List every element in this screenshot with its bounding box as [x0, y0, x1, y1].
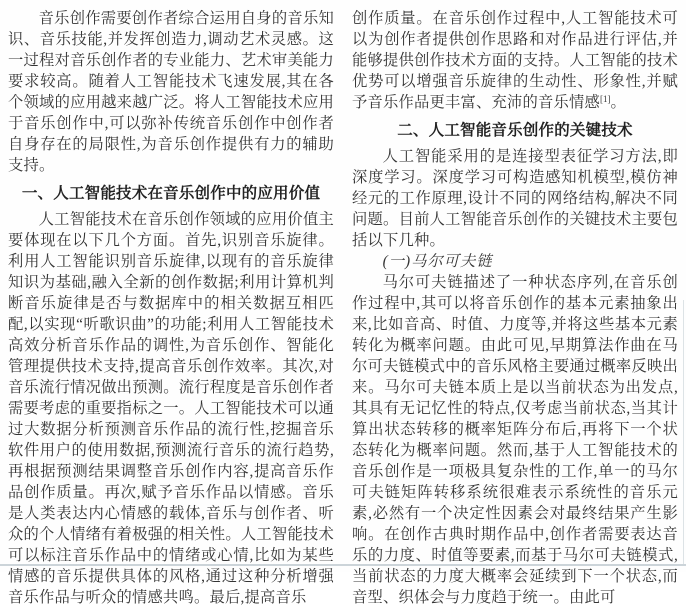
- continuation-text: 创作质量。在音乐创作过程中,人工智能技术可以为创作者提供创作思路和对作品进行评估,并能够提供创作技术方面的支持。人工智能的技术优势可以增强音乐旋律的生动性、形象性,并赋予音乐作品更丰富、充沛的音乐情感: [352, 10, 678, 111]
- left-column: [8, 8, 334, 608]
- continuation-paragraph: [352, 8, 678, 113]
- markov-chain-paragraph: 马尔可夫链描述了一种状态序列,在音乐创作过程中,其可以将音乐创作的基本元素抽象出来,比如音高、时值、力度等,并将这些基本元素转化为概率问题。由此可见,早期算法作曲在马尔可夫链模式中的音乐风格主要通过概率反映出来。马尔可夫链本质上是以当前状态为出发点,其具有无记忆性的特点,仅考虑当前状态,当其计算出状态转移的概率矩阵分布后,再将下一个状态转化为概率问题。然而,基于人工智能技术的音乐创作是一项极具复杂性的工作,单一的马尔可夫链矩阵转移系统很难表示系统性的音乐元素,必然有一个决定性因素会对最终结果产生影响。在创作古典时期作品中,创作者需要表达音乐的力度、时值等要素,而基于马尔可夫链模式,当前状态的力度大概率会延续到下一个状态,而音型、织体会与力度趋于统一。由此可: [352, 274, 678, 606]
- application-value-paragraph: 人工智能技术在音乐创作领域的应用价值主要体现在以下几个方面。首先,识别音乐旋律。利用人工智能识别音乐旋律,以现有的音乐旋律知识为基础,融入全新的创作数据;利用计算机判断音乐旋律是否与数据库中的相关数据互相匹配,以实现“听歌识曲”的功能;利用人工智能技术高效分析音乐作品的调性,为音乐创作、智能化管理提供技术支持,提高音乐创作效率。其次,对音乐流行情况做出预测。流行程度是音乐创作者需要考虑的重要指标之一。人工智能技术可以通过大数据分析预测音乐作品的流行性,挖掘音乐软件用户的使用数据,预测流行音乐的流行趋势,再根据预测结果调整音乐创作内容,提高音乐作品创作质量。再次,赋予音乐作品以情感。音乐是人类表达内心情感的载体,音乐与创作者、听众的个人情绪有着极强的相关性。人工智能技术可以标注音乐作品中的情绪或心情,比如为某些情感的音乐提供具体的风格,通过这种分析增强音乐作品与听众的情感共鸣。最后,提高音乐: [8, 211, 334, 606]
- continuation-text-end: 。: [610, 94, 626, 111]
- intro-paragraph: 音乐创作需要创作者综合运用自身的音乐知识、音乐技能,并发挥创造力,调动艺术灵感。这一过程对音乐创作者的专业能力、艺术审美能力要求较高。随着人工智能技术飞速发展,其在各个领域的应用越来越广泛。将人工智能技术应用于音乐创作中,可以弥补传统音乐创作中创作者自身存在的局限性,为音乐创作提供有力的辅助支持。: [8, 10, 334, 174]
- section-heading-2: 二、人工智能音乐创作的关键技术: [397, 122, 633, 139]
- footnote-reference: [1]: [599, 94, 611, 104]
- right-column: [352, 8, 678, 608]
- key-technology-intro-paragraph: 人工智能采用的是连接型表征学习方法,即深度学习。深度学习可构造感知机模型,模仿神经元的工作原理,设计不同的网络结构,解决不同问题。目前人工智能音乐创作的关键技术主要包括以下几种。: [352, 148, 678, 249]
- section-heading-1: 一、人工智能技术在音乐创作中的应用价值: [21, 185, 321, 202]
- subsection-heading-markov-chain: (一)马尔可夫链: [382, 253, 493, 270]
